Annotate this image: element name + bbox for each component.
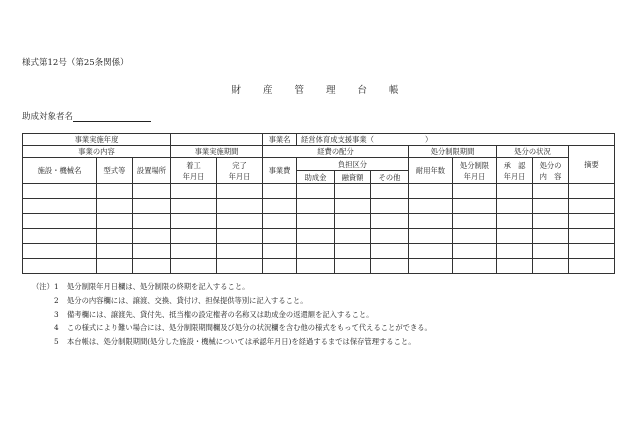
table-cell[interactable] bbox=[23, 244, 97, 259]
table-cell[interactable] bbox=[263, 199, 297, 214]
table-cell[interactable] bbox=[409, 244, 453, 259]
page-title bbox=[0, 82, 630, 96]
table-cell[interactable] bbox=[297, 184, 335, 199]
table-cell[interactable] bbox=[297, 199, 335, 214]
table-cell[interactable] bbox=[97, 199, 133, 214]
table-cell[interactable] bbox=[23, 229, 97, 244]
note-row bbox=[32, 335, 432, 349]
note-text: この様式により難い場合には、処分制限期間欄及び処分の状況欄を含む他の様式をもって代えることができる。 bbox=[67, 323, 432, 333]
table-cell[interactable] bbox=[335, 259, 371, 274]
table-cell[interactable] bbox=[569, 229, 615, 244]
table-cell[interactable] bbox=[297, 214, 335, 229]
title-char: 財 bbox=[231, 85, 241, 96]
financing-header: 融資額 bbox=[335, 171, 371, 184]
title-char: 管 bbox=[294, 85, 304, 96]
table-cell[interactable] bbox=[409, 229, 453, 244]
project-name-value: 経営体育成支援事業（ ） bbox=[297, 134, 615, 146]
table-cell[interactable] bbox=[371, 214, 409, 229]
table-cell[interactable] bbox=[297, 229, 335, 244]
note-row bbox=[32, 294, 432, 308]
table-cell[interactable] bbox=[23, 199, 97, 214]
table-cell[interactable] bbox=[133, 199, 171, 214]
project-cost-header: 事業費 bbox=[263, 158, 297, 184]
other-header: その他 bbox=[371, 171, 409, 184]
table-cell[interactable] bbox=[133, 259, 171, 274]
limit-line2: 年月日 bbox=[463, 171, 486, 181]
table-cell[interactable] bbox=[569, 259, 615, 274]
table-cell[interactable] bbox=[569, 199, 615, 214]
approval-line2: 年月日 bbox=[503, 171, 526, 181]
table-cell[interactable] bbox=[97, 259, 133, 274]
title-char: 産 bbox=[262, 85, 273, 96]
subject-line bbox=[22, 110, 151, 122]
table-cell[interactable] bbox=[133, 244, 171, 259]
location-header: 設置場所 bbox=[133, 158, 171, 184]
note-number: 1 bbox=[54, 282, 59, 291]
title-char: 帳 bbox=[389, 85, 399, 96]
table-row bbox=[23, 199, 615, 214]
implementation-period-header: 事業実施期間 bbox=[171, 146, 263, 158]
table-cell[interactable] bbox=[371, 199, 409, 214]
table-cell[interactable] bbox=[171, 259, 217, 274]
table-cell[interactable] bbox=[453, 244, 497, 259]
table-cell[interactable] bbox=[371, 229, 409, 244]
table-cell[interactable] bbox=[371, 259, 409, 274]
table-cell[interactable] bbox=[409, 259, 453, 274]
table-row bbox=[23, 259, 615, 274]
table-cell[interactable] bbox=[409, 214, 453, 229]
table-cell[interactable] bbox=[497, 184, 533, 199]
table-cell[interactable] bbox=[23, 184, 97, 199]
subsidy-header: 助成金 bbox=[297, 171, 335, 184]
table-cell[interactable] bbox=[217, 214, 263, 229]
table-cell[interactable] bbox=[453, 184, 497, 199]
title-char: 理 bbox=[326, 85, 336, 96]
table-cell[interactable] bbox=[171, 199, 217, 214]
table-cell[interactable] bbox=[533, 214, 569, 229]
note-text: 備考欄には、譲渡先、貸付先、抵当権の設定権者の名称又は助成金の返還額を記入すること。 bbox=[67, 309, 374, 319]
form-number: 様式第12号（第25条関係） bbox=[22, 58, 129, 68]
table-cell[interactable] bbox=[533, 229, 569, 244]
table-cell[interactable] bbox=[133, 229, 171, 244]
table-cell[interactable] bbox=[171, 184, 217, 199]
note-text: 処分制限年月日欄は、処分制限の終期を記入すること。 bbox=[67, 282, 250, 291]
limit-line1: 処分制限 bbox=[459, 160, 490, 170]
table-cell[interactable] bbox=[171, 229, 217, 244]
subject-label: 助成対象者名 bbox=[22, 112, 74, 122]
table-cell[interactable] bbox=[97, 184, 133, 199]
table-cell[interactable] bbox=[569, 214, 615, 229]
table-cell[interactable] bbox=[497, 229, 533, 244]
fiscal-year-value[interactable] bbox=[171, 134, 263, 146]
table-cell[interactable] bbox=[533, 259, 569, 274]
note-number: 5 bbox=[54, 337, 59, 347]
table-cell[interactable] bbox=[263, 244, 297, 259]
table-cell[interactable] bbox=[335, 199, 371, 214]
table-cell[interactable] bbox=[497, 259, 533, 274]
table-cell[interactable] bbox=[217, 229, 263, 244]
table-row bbox=[23, 229, 615, 244]
note-row bbox=[32, 308, 432, 322]
remarks-header: 摘要 bbox=[569, 146, 615, 184]
table-cell[interactable] bbox=[263, 184, 297, 199]
table-cell[interactable] bbox=[97, 214, 133, 229]
table-cell[interactable] bbox=[297, 259, 335, 274]
table-cell[interactable] bbox=[171, 244, 217, 259]
table-cell[interactable] bbox=[97, 229, 133, 244]
table-cell[interactable] bbox=[217, 184, 263, 199]
table-cell[interactable] bbox=[217, 244, 263, 259]
table-cell[interactable] bbox=[23, 214, 97, 229]
table-cell[interactable] bbox=[371, 184, 409, 199]
approval-date-header bbox=[497, 158, 533, 184]
complete-line1: 完了 bbox=[232, 160, 247, 170]
complete-date-header bbox=[217, 158, 263, 184]
notes-label: （注） bbox=[32, 282, 54, 291]
table-cell[interactable] bbox=[263, 229, 297, 244]
start-date-header bbox=[171, 158, 217, 184]
disposal-limit-header: 処分制限期間 bbox=[409, 146, 497, 158]
table-cell[interactable] bbox=[453, 199, 497, 214]
table-cell[interactable] bbox=[217, 259, 263, 274]
table-row bbox=[23, 184, 615, 199]
table-cell[interactable] bbox=[497, 199, 533, 214]
table-cell[interactable] bbox=[23, 259, 97, 274]
table-cell[interactable] bbox=[297, 244, 335, 259]
table-cell[interactable] bbox=[409, 199, 453, 214]
subject-name-field[interactable] bbox=[73, 112, 151, 122]
table-cell[interactable] bbox=[335, 229, 371, 244]
table-cell[interactable] bbox=[497, 244, 533, 259]
table-cell[interactable] bbox=[533, 199, 569, 214]
model-header: 型式等 bbox=[97, 158, 133, 184]
table-cell[interactable] bbox=[335, 214, 371, 229]
table-cell[interactable] bbox=[263, 214, 297, 229]
table-cell[interactable] bbox=[453, 214, 497, 229]
table-cell[interactable] bbox=[133, 214, 171, 229]
table-cell[interactable] bbox=[217, 199, 263, 214]
disposal-status-header: 処分の状況 bbox=[497, 146, 569, 158]
useful-life-header: 耐用年数 bbox=[409, 158, 453, 184]
table-cell[interactable] bbox=[335, 244, 371, 259]
business-content-header: 事業の内容 bbox=[23, 146, 171, 158]
project-name-label: 事業名 bbox=[263, 134, 297, 146]
note-row bbox=[32, 280, 432, 294]
table-cell[interactable] bbox=[97, 244, 133, 259]
start-line2: 年月日 bbox=[182, 171, 205, 181]
table-cell[interactable] bbox=[453, 259, 497, 274]
table-cell[interactable] bbox=[409, 184, 453, 199]
table-cell[interactable] bbox=[453, 229, 497, 244]
facility-name-header: 施設・機械名 bbox=[23, 158, 97, 184]
cost-allocation-header: 経費の配分 bbox=[263, 146, 409, 158]
table-cell[interactable] bbox=[263, 259, 297, 274]
note-text: 本台帳は、処分制限期間(処分した施設・機械については承認年月日)を経過するまでは保存管理すること。 bbox=[67, 337, 416, 347]
note-number: 3 bbox=[54, 309, 59, 319]
limit-date-header bbox=[453, 158, 497, 184]
title-char: 台 bbox=[357, 85, 368, 96]
table-cell[interactable] bbox=[533, 184, 569, 199]
property-ledger-table bbox=[22, 133, 615, 274]
table-row bbox=[23, 244, 615, 259]
content-line2: 内 容 bbox=[539, 171, 562, 181]
burden-header: 負担区分 bbox=[297, 158, 409, 171]
table-cell[interactable] bbox=[133, 184, 171, 199]
table-cell[interactable] bbox=[371, 244, 409, 259]
table-cell[interactable] bbox=[569, 184, 615, 199]
note-text: 処分の内容欄には、譲渡、交換、貸付け、担保提供等別に記入すること。 bbox=[67, 295, 308, 305]
disposal-content-header bbox=[533, 158, 569, 184]
fiscal-year-label: 事業実施年度 bbox=[23, 134, 171, 146]
table-cell[interactable] bbox=[569, 244, 615, 259]
table-cell[interactable] bbox=[533, 244, 569, 259]
content-line1: 処分の bbox=[539, 160, 562, 170]
table-row bbox=[23, 214, 615, 229]
note-row bbox=[32, 321, 432, 335]
table-cell[interactable] bbox=[171, 214, 217, 229]
complete-line2: 年月日 bbox=[228, 171, 251, 181]
note-number: 4 bbox=[54, 323, 59, 333]
approval-line1: 承 認 bbox=[503, 160, 526, 170]
start-line1: 着工 bbox=[186, 160, 201, 170]
table-cell[interactable] bbox=[335, 184, 371, 199]
notes-section bbox=[32, 280, 432, 349]
table-cell[interactable] bbox=[497, 214, 533, 229]
note-number: 2 bbox=[54, 295, 59, 305]
